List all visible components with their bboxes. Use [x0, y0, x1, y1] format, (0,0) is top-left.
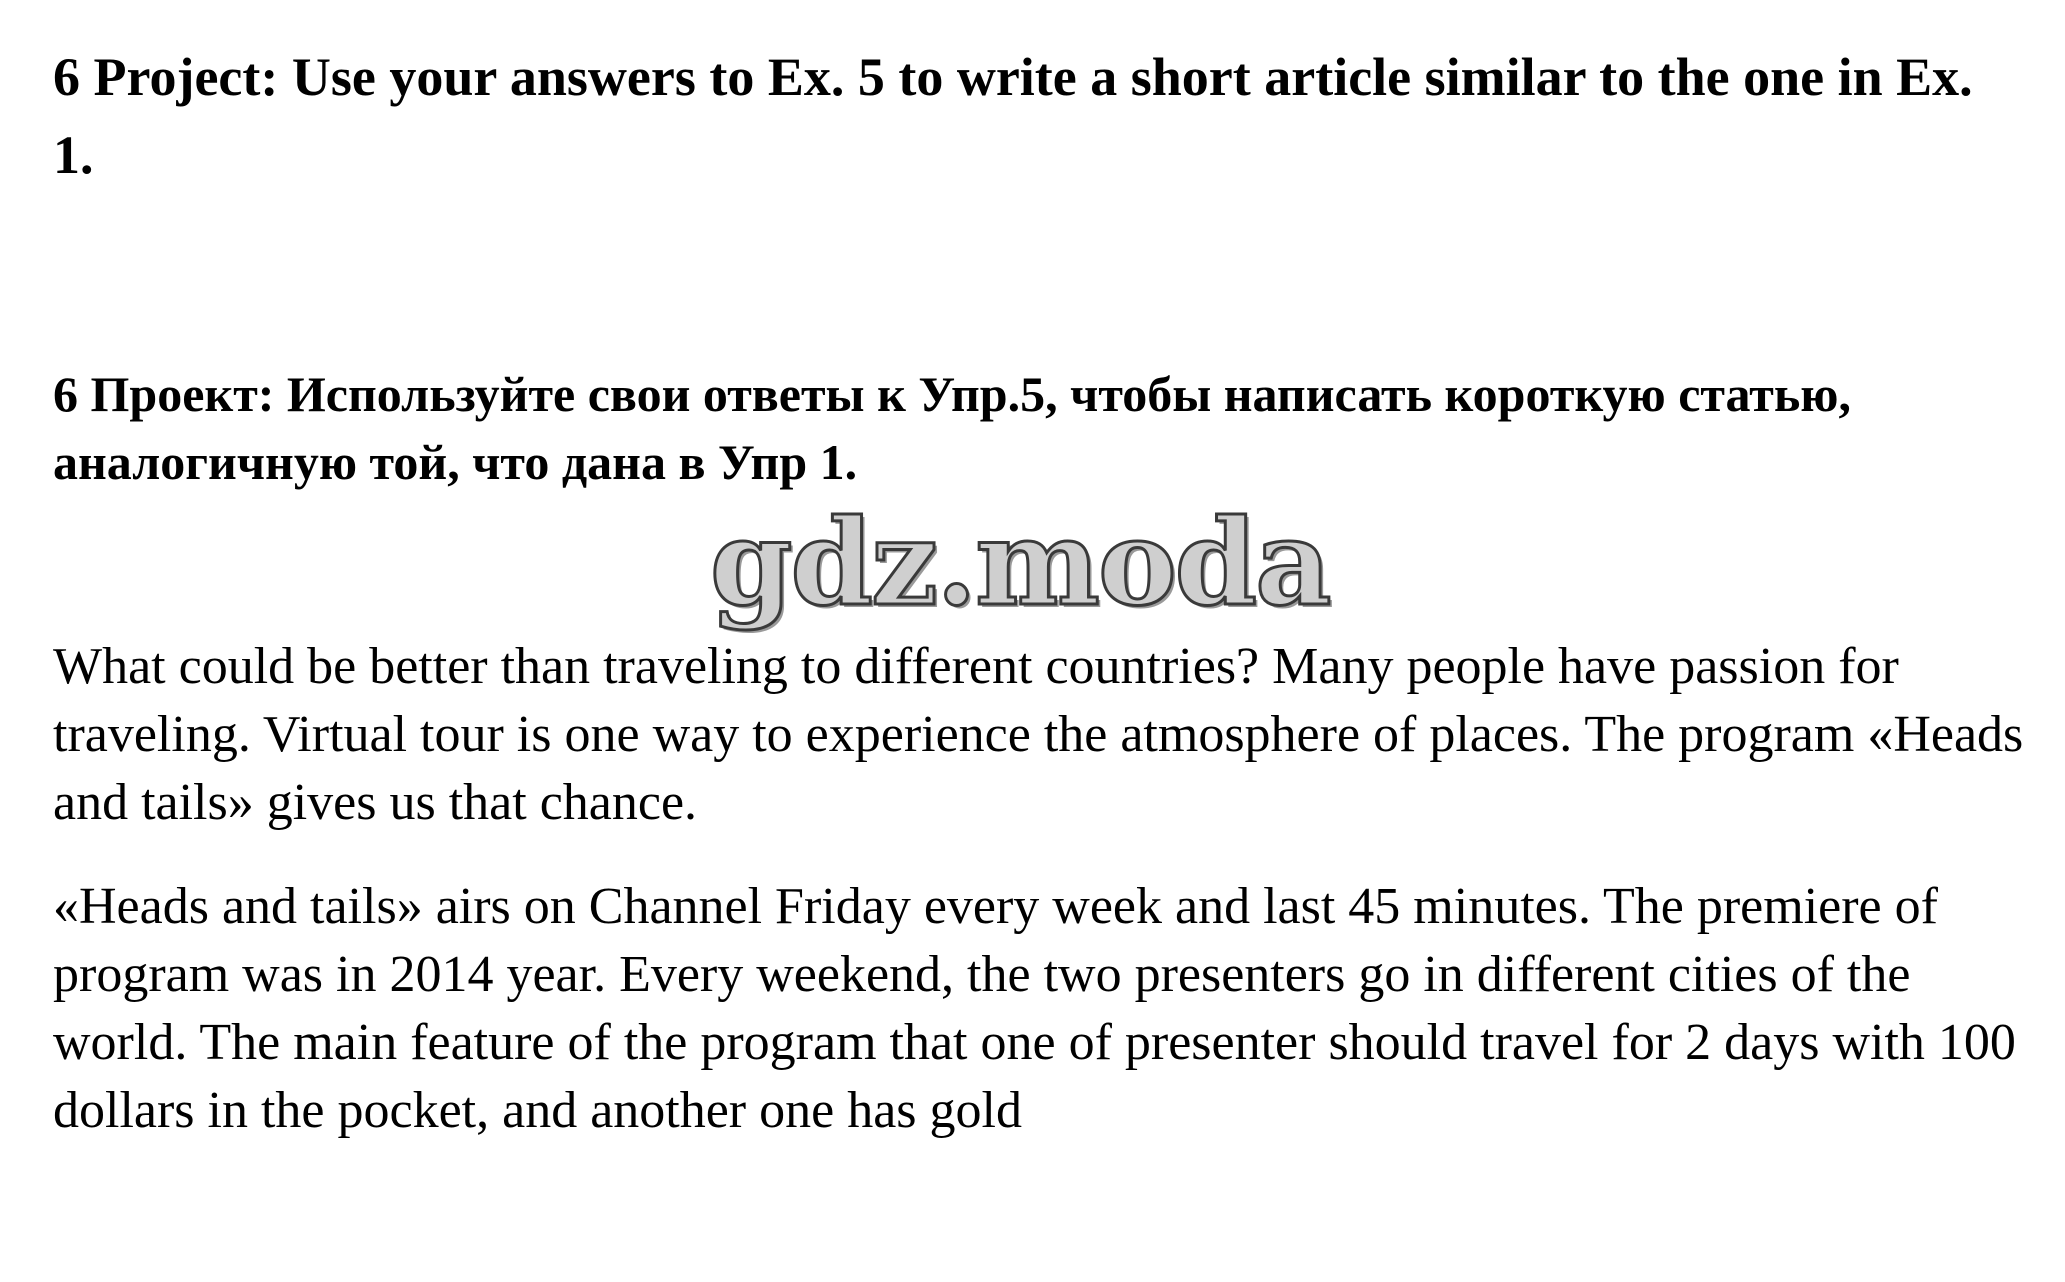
- task-heading-russian: 6 Проект: Используйте свои ответы к Упр.5, чтобы написать короткую статью, аналогичную той, что дана в Упр 1.: [53, 366, 1851, 490]
- watermark-logo: gdz.moda: [710, 493, 1330, 632]
- article-paragraph-1: What could be better than traveling to different countries? Many people have passion for traveling. Virtual tour is one way to experience the atmosphere of places. The program «Heads and tails» gives us that chance.: [53, 638, 2024, 831]
- task-heading-english: 6 Project: Use your answers to Ex. 5 to write a short article similar to the one in Ex. 1.: [53, 47, 1973, 185]
- article-paragraph-2: «Heads and tails» airs on Channel Friday every week and last 45 minutes. The premiere of program was in 2014 year. Every weekend, the two presenters go in different cities of the world. The main feature of the program that one of presenter should travel for 2 days with 100 dollars in the pocket, and another one has gold: [53, 878, 2016, 1139]
